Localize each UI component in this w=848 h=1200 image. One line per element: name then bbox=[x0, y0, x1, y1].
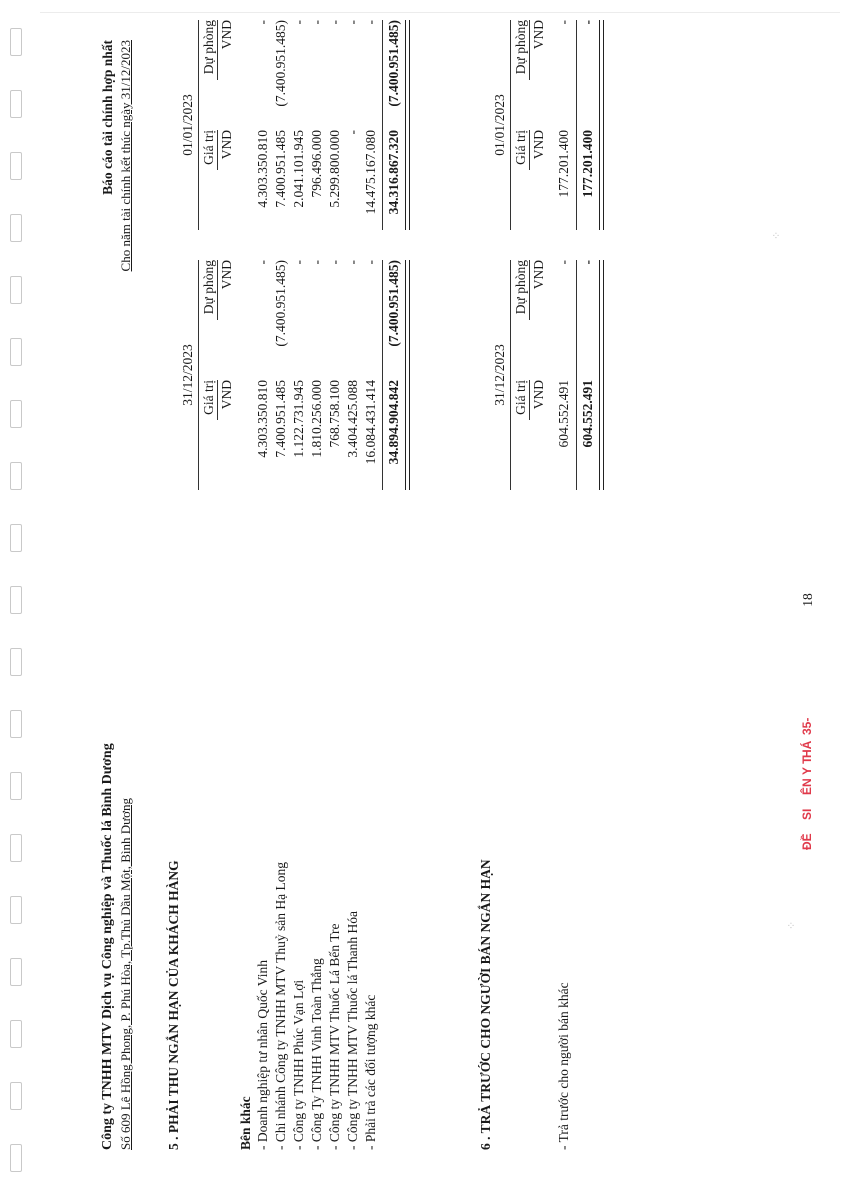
table-cell: 1.810.256.000 bbox=[309, 380, 324, 458]
table-cell: 7.400.951.485 bbox=[273, 380, 288, 458]
table-cell: - bbox=[345, 20, 360, 25]
binding-rings bbox=[6, 10, 30, 1190]
table-row-label: - Công ty TNHH MTV Thuốc Lá Bến Tre bbox=[327, 923, 342, 1150]
scan-edge-line bbox=[40, 12, 840, 13]
table-cell: - bbox=[363, 260, 378, 265]
report-title: Báo cáo tài chính hợp nhất bbox=[100, 40, 115, 195]
stamp-text: SI bbox=[800, 808, 814, 820]
table-cell: - bbox=[291, 20, 306, 25]
s5-date-current: 31/12/2023 bbox=[180, 344, 195, 406]
table-row-label: - Công Ty TNHH Vinh Toàn Thắng bbox=[309, 958, 324, 1150]
s5-col-value-cur: Giá trị bbox=[201, 380, 216, 415]
table-cell: (7.400.951.485) bbox=[273, 260, 288, 347]
table-row-label: - Phải trả các đối tượng khác bbox=[363, 994, 378, 1150]
s6-unit-1: VND bbox=[531, 380, 546, 410]
table-cell: 2.041.101.945 bbox=[291, 130, 306, 208]
table-cell: 768.758.100 bbox=[327, 380, 342, 448]
s5-col-prov-cur: Dự phòng bbox=[201, 260, 216, 315]
s6-col-prov-prior: Dự phòng bbox=[513, 20, 528, 75]
table-cell: 3.404.425.088 bbox=[345, 380, 360, 458]
s6-date-current: 31/12/2023 bbox=[492, 344, 507, 406]
table-cell: - bbox=[327, 20, 342, 25]
scan-mark: ⁘ bbox=[786, 920, 798, 930]
table-cell: - bbox=[309, 260, 324, 265]
table-cell: 604.552.491 bbox=[556, 380, 571, 448]
page-number: 18 bbox=[800, 593, 815, 607]
table-cell: 16.084.431.414 bbox=[363, 380, 378, 465]
report-period: Cho năm tài chính kết thúc ngày 31/12/2023 bbox=[118, 40, 133, 272]
stamp-text: ÊN bbox=[800, 778, 814, 795]
table-cell: - bbox=[309, 20, 324, 25]
table-row-label: - Doanh nghiệp tư nhân Quốc Vinh bbox=[255, 960, 270, 1150]
scan-mark: ⁘ bbox=[771, 230, 783, 240]
stamp-text: HÁ bbox=[800, 740, 814, 758]
s5-total-prov-prior: (7.400.951.485) bbox=[386, 20, 401, 107]
s6-total-value-prior: 177.201.400 bbox=[580, 130, 595, 198]
rotated-document-page bbox=[80, 20, 840, 1180]
table-cell: - bbox=[345, 130, 360, 135]
s5-col-value-prior: Giá trị bbox=[201, 130, 216, 165]
s6-unit-4: VND bbox=[531, 20, 546, 50]
s5-unit-3: VND bbox=[219, 130, 234, 160]
table-cell: 7.400.951.485 bbox=[273, 130, 288, 208]
s5-total-prov-cur: (7.400.951.485) bbox=[386, 260, 401, 347]
s5-total-value-prior: 34.316.867.320 bbox=[386, 130, 401, 215]
s6-col-value-prior: Giá trị bbox=[513, 130, 528, 165]
s5-group-label: Bên khác bbox=[238, 1096, 253, 1150]
table-row-label: - Công ty TNHH MTV Thuốc lá Thanh Hóa bbox=[345, 911, 360, 1150]
table-cell: 177.201.400 bbox=[556, 130, 571, 198]
red-stamp bbox=[800, 717, 840, 850]
company-name: Công ty TNHH MTV Dịch vụ Công nghiệp và Thuốc lá Bình Dương bbox=[100, 743, 115, 1150]
s5-total-value-cur: 34.894.904.842 bbox=[386, 380, 401, 465]
table-cell: - bbox=[345, 260, 360, 265]
table-row-label: - Công ty TNHH Phúc Vạn Lợi bbox=[291, 979, 306, 1150]
table-cell: - bbox=[291, 260, 306, 265]
table-cell: 14.475.167.080 bbox=[363, 130, 378, 215]
s5-unit-1: VND bbox=[219, 380, 234, 410]
s5-unit-4: VND bbox=[219, 20, 234, 50]
section-5-title: 5 . PHẢI THU NGẮN HẠN CỦA KHÁCH HÀNG bbox=[166, 860, 181, 1150]
s5-unit-2: VND bbox=[219, 260, 234, 290]
stamp-text: ĐỀ bbox=[800, 833, 814, 850]
table-cell: - bbox=[556, 260, 571, 265]
table-cell: 796.496.000 bbox=[309, 130, 324, 198]
section-6-title: 6 . TRẢ TRƯỚC CHO NGƯỜI BÁN NGẮN HẠN bbox=[478, 859, 493, 1150]
s6-col-prov-cur: Dự phòng bbox=[513, 260, 528, 315]
s6-unit-3: VND bbox=[531, 130, 546, 160]
s5-col-prov-prior: Dự phòng bbox=[201, 20, 216, 75]
s5-date-prior: 01/01/2023 bbox=[180, 94, 195, 156]
table-cell: 4.303.350.810 bbox=[255, 380, 270, 458]
table-cell: - bbox=[255, 260, 270, 265]
table-row-label: - Chi nhánh Công ty TNHH MTV Thuỷ sản Hạ Long bbox=[273, 862, 288, 1150]
s6-total-value-cur: 604.552.491 bbox=[580, 380, 595, 448]
table-cell: 1.122.731.945 bbox=[291, 380, 306, 458]
stamp-text: 35- bbox=[800, 717, 814, 735]
table-cell: 5.299.800.000 bbox=[327, 130, 342, 208]
table-cell: - bbox=[556, 20, 571, 25]
s6-total-prov-cur: - bbox=[580, 260, 595, 265]
s6-date-prior: 01/01/2023 bbox=[492, 94, 507, 156]
table-cell: - bbox=[255, 20, 270, 25]
table-row-label: - Trả trước cho người bán khác bbox=[556, 982, 571, 1150]
company-address: Số 609 Lê Hồng Phong, P. Phú Hòa, Tp.Thủ Dầu Một, Bình Dương bbox=[118, 797, 133, 1150]
table-cell: - bbox=[327, 260, 342, 265]
s6-unit-2: VND bbox=[531, 260, 546, 290]
table-cell: (7.400.951.485) bbox=[273, 20, 288, 107]
s6-col-value-cur: Giá trị bbox=[513, 380, 528, 415]
s6-total-prov-prior: - bbox=[580, 20, 595, 25]
stamp-text: Y T bbox=[800, 756, 814, 775]
table-cell: 4.303.350.810 bbox=[255, 130, 270, 208]
table-cell: - bbox=[363, 20, 378, 25]
